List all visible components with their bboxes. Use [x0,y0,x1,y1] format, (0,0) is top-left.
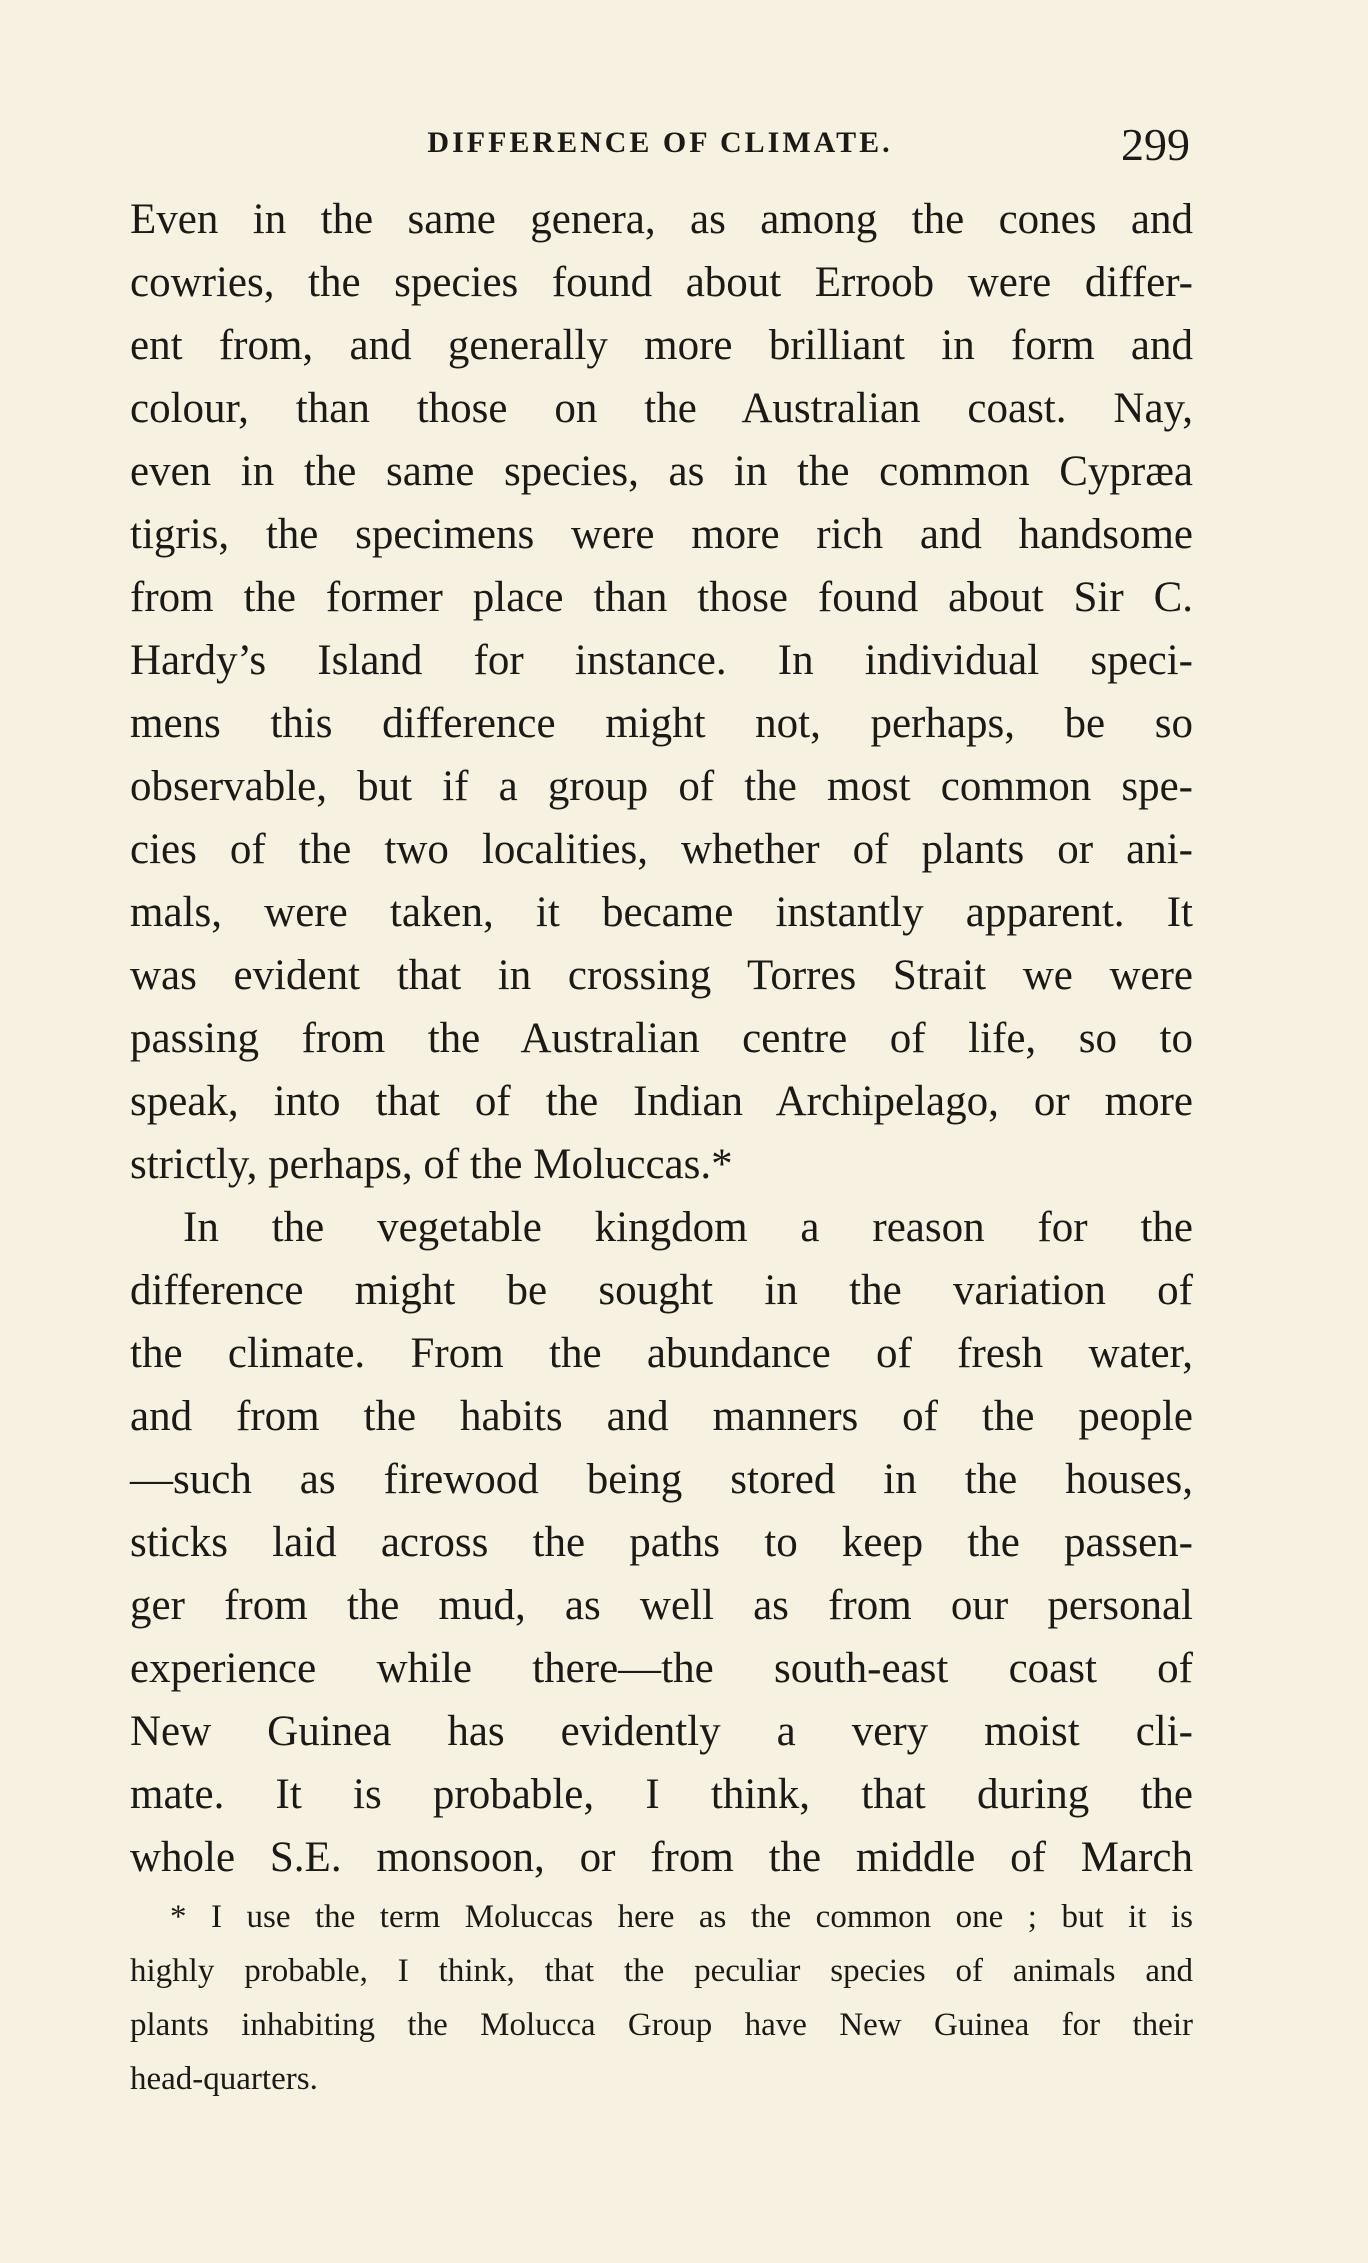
text-line: mens this difference might not, perhaps, be so [130,700,1193,747]
text-line: mate. It is probable, I think, that during the [130,1771,1193,1818]
text-line: observable, but if a group of the most common spe- [130,763,1193,810]
footnote-line: plants inhabiting the Molucca Group have New Guinea for their [130,2007,1193,2043]
text-line: ger from the mud, as well as from our personal [130,1582,1193,1629]
running-title: DIFFERENCE OF CLIMATE. [427,126,893,159]
footnote [130,1890,1193,2106]
text-line: passing from the Australian centre of life, so to [130,1015,1193,1062]
body-text [130,188,1193,1889]
text-line: colour, than those on the Australian coast. Nay, [130,385,1193,432]
page-number: 299 [1121,119,1190,170]
text-line: cies of the two localities, whether of plants or ani- [130,826,1193,873]
text-line: from the former place than those found about Sir C. [130,574,1193,621]
running-head [130,118,1190,178]
text-line: —such as firewood being stored in the houses, [130,1456,1193,1503]
text-line: mals, were taken, it became instantly apparent. It [130,889,1193,936]
footnote-line: highly probable, I think, that the peculiar species of animals and [130,1953,1193,1989]
paragraph-start-line: In the vegetable kingdom a reason for the [183,1204,1193,1251]
text-line: the climate. From the abundance of fresh water, [130,1330,1193,1377]
text-line: and from the habits and manners of the people [130,1393,1193,1440]
footnote-line: * I use the term Moluccas here as the common one ; but it is [170,1899,1193,1935]
text-line: sticks laid across the paths to keep the passen- [130,1519,1193,1566]
text-line: New Guinea has evidently a very moist cli- [130,1708,1193,1755]
text-line: even in the same species, as in the common Cypræa [130,448,1193,495]
text-line: difference might be sought in the variation of [130,1267,1193,1314]
text-line: experience while there—the south-east coast of [130,1645,1193,1692]
text-line: whole S.E. monsoon, or from the middle of March [130,1834,1193,1881]
text-line: Even in the same genera, as among the cones and [130,196,1193,243]
footnote-line: head-quarters. [130,2061,318,2097]
text-line: tigris, the specimens were more rich and handsome [130,511,1193,558]
text-line: Hardy’s Island for instance. In individual speci- [130,637,1193,684]
paragraph-end-line: strictly, perhaps, of the Moluccas.* [130,1141,733,1188]
text-line: was evident that in crossing Torres Strait we were [130,952,1193,999]
text-line: cowries, the species found about Erroob were differ- [130,259,1193,306]
text-line: speak, into that of the Indian Archipelago, or more [130,1078,1193,1125]
text-line: ent from, and generally more brilliant in form and [130,322,1193,369]
